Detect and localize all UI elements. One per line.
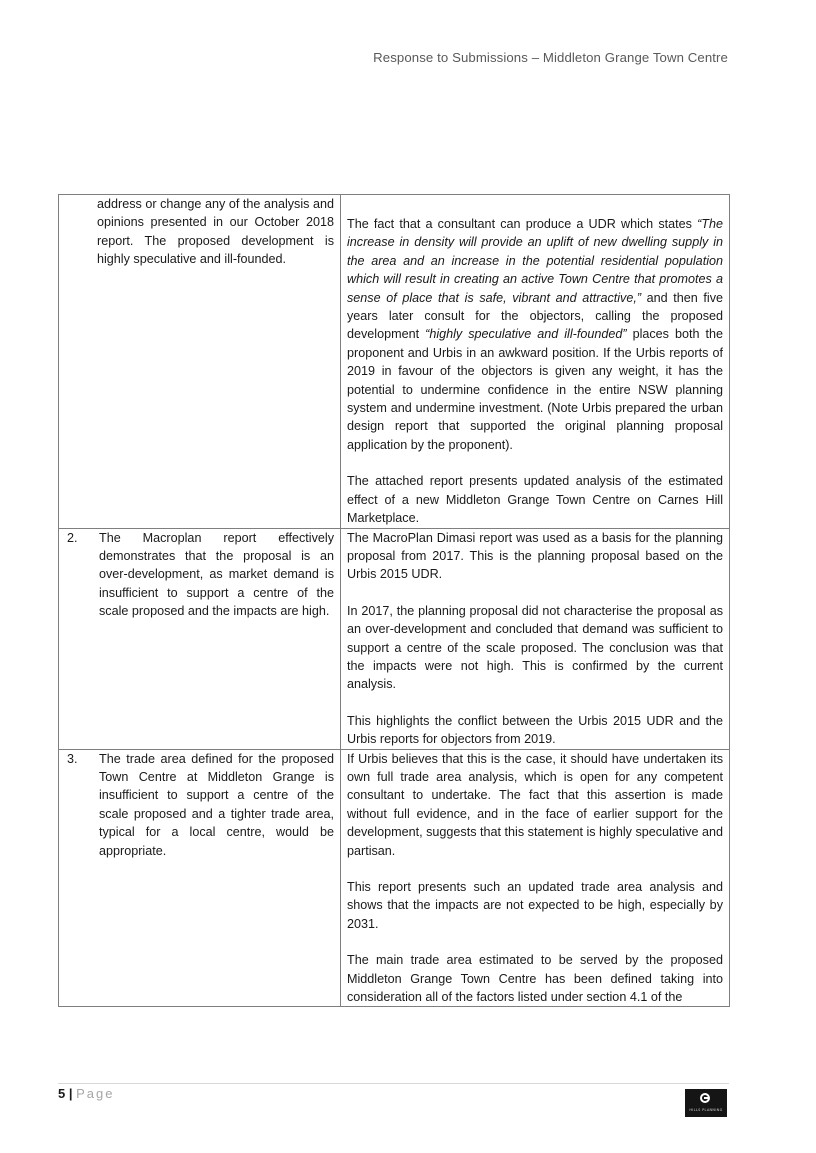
page-header-title: Response to Submissions – Middleton Grange Town Centre <box>373 50 728 65</box>
response-text: The fact that a consultant can produce a UDR which states <box>347 217 698 231</box>
response-paragraph <box>347 195 723 454</box>
company-logo <box>685 1089 727 1117</box>
row-number: 2. <box>67 530 78 545</box>
response-paragraph: The main trade area estimated to be served by the proposed Middleton Grange Town Centre has been defined taking into consideration all of the factors listed under section 4.1 of the <box>347 953 723 1005</box>
response-paragraph: The attached report presents updated analysis of the estimated effect of a new Middleton Grange Town Centre on Carnes Hill Marketplace. <box>347 474 723 526</box>
response-text: places both the proponent and Urbis in an awkward position. If the Urbis reports of 2019 in favour of the objectors is given any weight, it has the potential to undermine confidence in the entire NSW planning system and undermine investment. (Note Urbis prepared the urban design report that supported the original planning proposal application by the proponent). <box>347 327 723 452</box>
page-footer <box>58 1086 114 1101</box>
response-paragraph: This report presents such an updated trade area analysis and shows that the impacts are not expected to be high, especially by 2031. <box>347 880 723 931</box>
logo-tagline: HILLS PLANNING <box>689 1108 723 1112</box>
response-quote: “highly speculative and ill-founded” <box>425 327 627 342</box>
response-cell <box>341 195 730 529</box>
issue-cell <box>59 528 341 749</box>
page-number: 5 | <box>58 1086 73 1101</box>
issue-text: The trade area defined for the proposed Town Centre at Middleton Grange is insufficient to support a centre of the scale proposed and a tighter trade area, typical for a local centre, would be appropriate. <box>99 751 334 858</box>
response-paragraph: In 2017, the planning proposal did not characterise the proposal as an over-development and concluded that demand was sufficient to support a centre of the scale proposed. The conclusion was that the impacts were not high. This is confirmed by the current analysis. <box>347 603 723 692</box>
page-label: Page <box>76 1086 115 1101</box>
response-text: and then five years later consult for the objectors, calling the proposed development <box>347 290 723 342</box>
response-cell <box>341 749 730 1007</box>
footer-divider <box>58 1083 729 1084</box>
response-cell <box>341 528 730 749</box>
table-row <box>59 528 730 749</box>
row-number: 3. <box>67 751 78 766</box>
issue-cell <box>59 195 341 529</box>
submissions-response-table <box>58 194 730 1007</box>
issue-cell <box>59 749 341 1007</box>
response-paragraph: This highlights the conflict between the Urbis 2015 UDR and the Urbis reports for objectors from 2019. <box>347 713 723 747</box>
issue-text: The Macroplan report effectively demonstrates that the proposal is an over-development, as market demand is insufficient to support a centre of the scale proposed and the impacts are high. <box>99 530 334 619</box>
issue-text: address or change any of the analysis and opinions presented in our October 2018 report. The proposed development is highly speculative and ill-founded. <box>97 197 334 267</box>
response-paragraph: If Urbis believes that this is the case, it should have undertaken its own full trade area analysis, which is open for any competent consultant to undertake. The fact that this assertion is made without full evidence, and in the face of earlier support for the development, suggests that this statement is highly speculative and partisan. <box>347 751 723 858</box>
response-quote: “The increase in density will provide an uplift of new dwelling supply in the area and an increase in the potential residential population which will result in creating an active Town Centre that promotes a sense of place that is safe, vibrant and attractive,” <box>347 217 723 305</box>
table-row <box>59 195 730 529</box>
logo-mark-icon <box>700 1093 710 1103</box>
response-paragraph: The MacroPlan Dimasi report was used as a basis for the planning proposal from 2017. This is the planning proposal based on the Urbis 2015 UDR. <box>347 530 723 582</box>
table-row <box>59 749 730 1007</box>
